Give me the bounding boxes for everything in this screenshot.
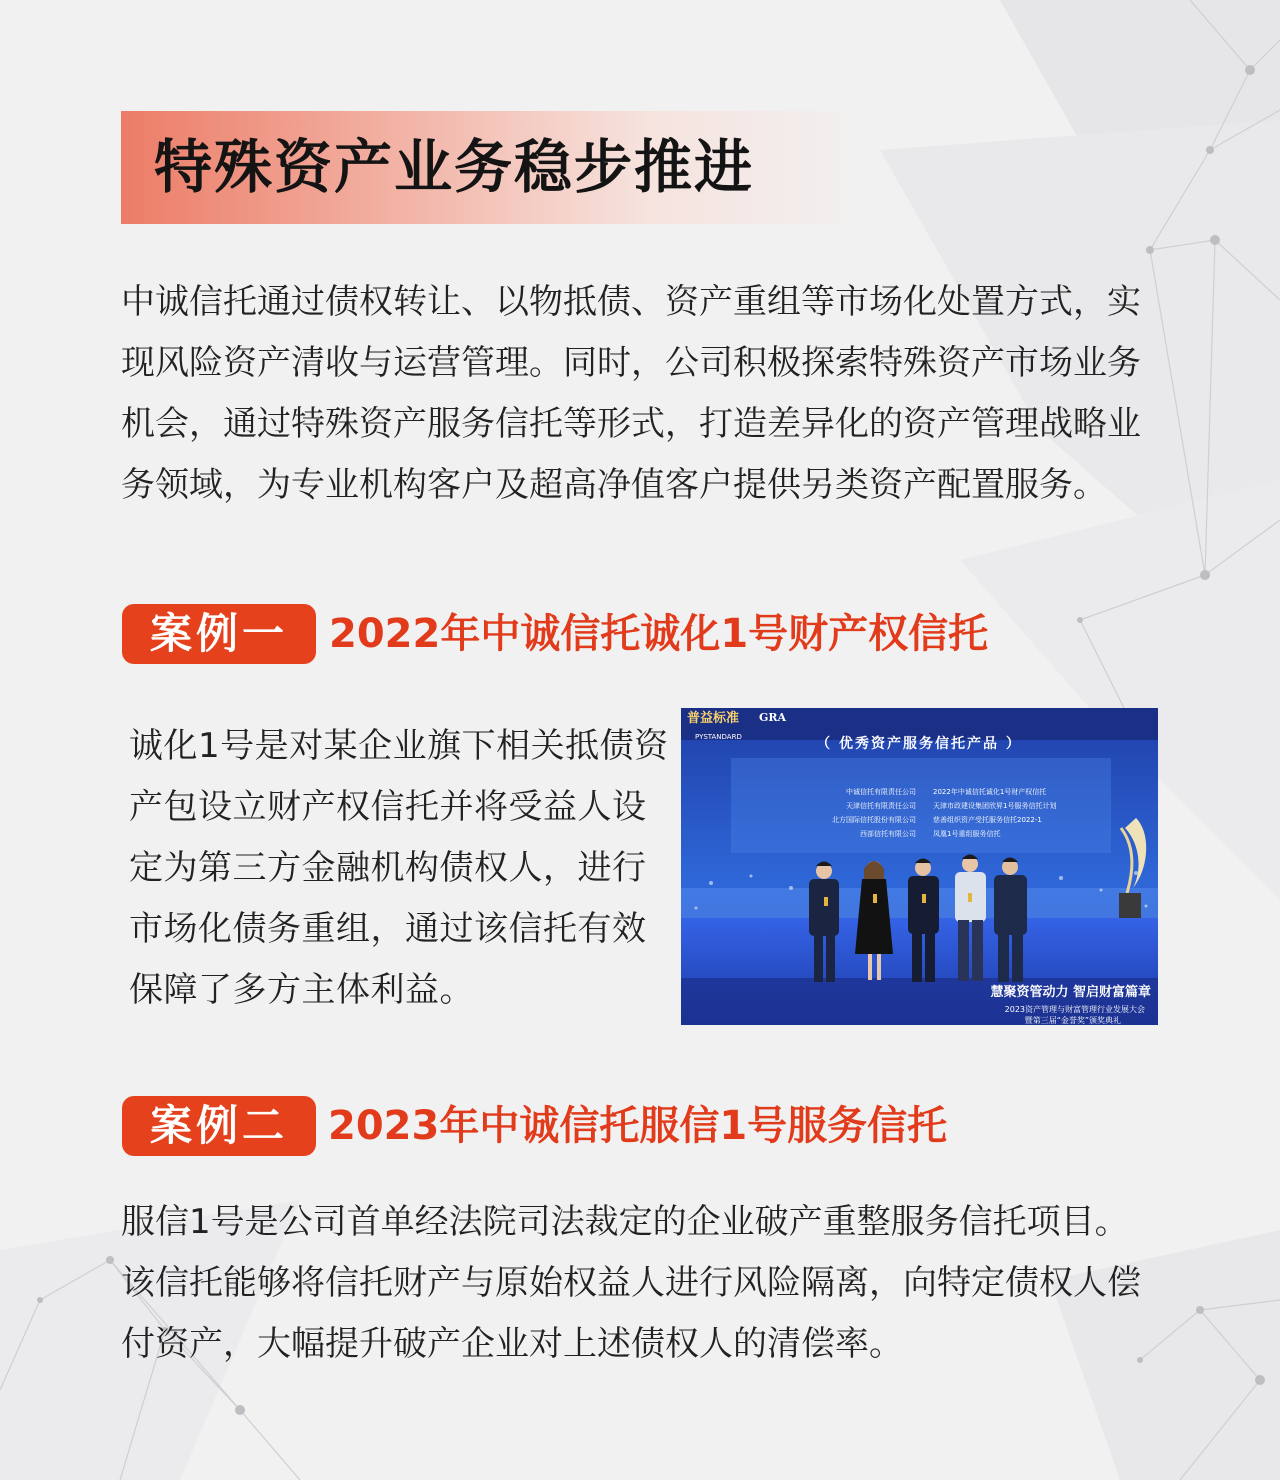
case1-header	[122, 604, 1022, 664]
photo-event-line1: 2023资产管理与财富管理行业发展大会	[1004, 1005, 1145, 1014]
photo-event-line2: 暨第三届“金誉奖”颁奖典礼	[1024, 1016, 1121, 1025]
photo-logo-en: PYSTANDARD	[695, 733, 742, 741]
photo-row-product: 慈善组织资产受托服务信托2022-1	[933, 816, 1042, 824]
case1-description: 诚化1号是对某企业旗下相关抵债资产包设立财产权信托并将受益人设定为第三方金融机构债权人，进行市场化债务重组，通过该信托有效保障了多方主体利益。	[129, 726, 669, 1010]
photo-row-company: 北方国际信托股份有限公司	[832, 816, 916, 824]
photo-row-product: 天津市政建设集团欣昇1号服务信托计划	[933, 802, 1057, 810]
case2-header	[122, 1096, 1022, 1156]
photo-slogan: 慧聚资管动力 智启财富篇章	[990, 985, 1151, 1000]
case1-title: 2022年中诚信托诚化1号财产权信托	[329, 611, 989, 657]
photo-row-company: 西部信托有限公司	[860, 830, 916, 838]
photo-logo-cn: 普益标准	[687, 711, 740, 726]
award-ceremony-photo	[681, 708, 1158, 1025]
photo-row-company: 中诚信托有限责任公司	[846, 788, 916, 796]
section-title-banner	[121, 111, 873, 224]
case2-description: 服信1号是公司首单经法院司法裁定的企业破产重整服务信托项目。该信托能够将信托财产与原始权益人进行风险隔离，向特定债权人偿付资产，大幅提升破产企业对上述债权人的清偿率。	[121, 1202, 1141, 1364]
section-title: 特殊资产业务稳步推进	[154, 133, 755, 201]
photo-row-company: 天津信托有限责任公司	[846, 802, 916, 810]
case1-badge: 案例一	[122, 604, 316, 664]
photo-logo-gra: GRA	[759, 711, 787, 724]
case2-badge: 案例二	[122, 1096, 316, 1156]
intro-paragraph: 中诚信托通过债权转让、以物抵债、资产重组等市场化处置方式，实现风险资产清收与运营管理。同时，公司积极探索特殊资产市场业务机会，通过特殊资产服务信托等形式，打造差异化的资产管理战略业务领域，为专业机构客户及超高净值客户提供另类资产配置服务。	[121, 282, 1141, 505]
photo-row-product: 凤凰1号重组服务信托	[933, 830, 1001, 838]
photo-row-product: 2022年中诚信托诚化1号财产权信托	[933, 788, 1047, 796]
case2-title: 2023年中诚信托服信1号服务信托	[328, 1103, 948, 1149]
photo-screen-title: （ 优秀资产服务信托产品 ）	[816, 736, 1022, 752]
